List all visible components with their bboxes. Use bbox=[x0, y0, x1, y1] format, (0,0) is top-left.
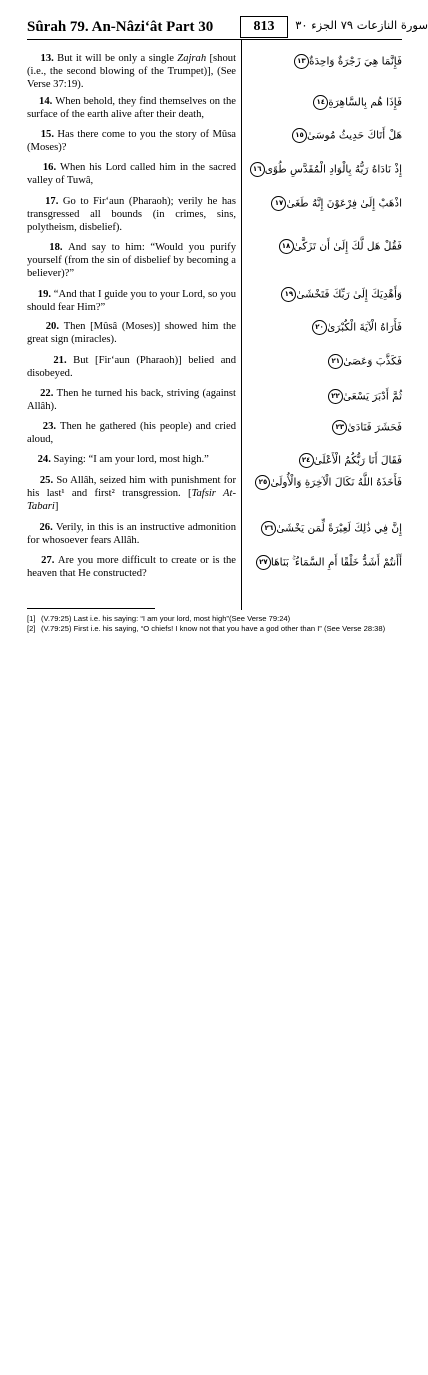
arabic-verse-text: فَإِذَا هُم بِالسَّاهِرَةِ bbox=[328, 96, 402, 109]
arabic-verse-text: هَلْ أَتَاكَ حَدِيثُ مُوسَىٰ bbox=[306, 129, 402, 142]
verse-translation bbox=[27, 161, 236, 187]
footnote bbox=[27, 624, 402, 634]
ayah-number-icon: ١٨ bbox=[279, 239, 294, 254]
verse-number: 15. bbox=[40, 129, 58, 140]
arabic-verse-text: وَأَهْدِيَكَ إِلَىٰ رَبِّكَ فَتَخْشَىٰ bbox=[296, 288, 402, 301]
verse-translation bbox=[27, 474, 236, 513]
page-number: 813 bbox=[240, 16, 288, 38]
arabic-verse bbox=[246, 128, 402, 143]
arabic-verse bbox=[246, 54, 402, 69]
column-divider bbox=[241, 40, 242, 610]
verse-text: When behold, they find themselves on the surface of the earth alive after their death, bbox=[27, 96, 236, 120]
arabic-verse-text: فَقَالَ أَنَا رَبُّكُمُ الْأَعْلَىٰ bbox=[313, 454, 402, 467]
footnote-text: (V.79:25) Last i.e. his saying: “I am your lord, most high”(See Verse 79:24) bbox=[41, 614, 291, 623]
ayah-number-icon: ٢٦ bbox=[261, 521, 276, 536]
verse-number: 20. bbox=[45, 321, 64, 332]
page-header bbox=[27, 16, 428, 38]
arabic-verse-text: فَأَرَاهُ الْآيَةَ الْكُبْرَىٰ bbox=[327, 321, 402, 334]
footnote-rule bbox=[27, 608, 155, 609]
verse-text: Then he gathered (his people) and cried aloud, bbox=[27, 421, 236, 445]
arabic-verse bbox=[246, 420, 402, 435]
ayah-number-icon: ٢٢ bbox=[328, 389, 343, 404]
surah-title: Sûrah 79. An-Nâzi‘ât Part 30 bbox=[27, 18, 214, 35]
ayah-number-icon: ١٥ bbox=[292, 128, 307, 143]
verse-translation bbox=[27, 354, 236, 380]
verse-number: 13. bbox=[40, 53, 58, 64]
verse-text: And say to him: “Would you purify yourself (from the sin of disbelief by becoming a believer)?” bbox=[27, 242, 237, 279]
arabic-verse-text: فَكَذَّبَ وَعَصَىٰ bbox=[343, 355, 402, 368]
verse-number: 21. bbox=[53, 355, 74, 366]
verse-translation bbox=[27, 195, 236, 234]
ayah-number-icon: ١٩ bbox=[281, 287, 296, 302]
arabic-verse bbox=[246, 196, 402, 211]
arabic-verse bbox=[246, 475, 402, 490]
verse-number: 26. bbox=[39, 522, 56, 533]
footnote-marker: [2] bbox=[27, 624, 36, 633]
verse-text: Then he turned his back, striving (against Allâh). bbox=[27, 388, 236, 412]
arabic-verse-text: اذْهَبْ إِلَىٰ فِرْعَوْنَ إِنَّهُ طَغَىٰ bbox=[286, 197, 402, 210]
verse-number: 25. bbox=[39, 475, 57, 486]
arabic-verse-text: فَإِنَّمَا هِيَ زَجْرَةٌ وَاحِدَةٌ bbox=[308, 55, 402, 68]
verse-translation bbox=[27, 554, 236, 580]
arabic-verse bbox=[246, 555, 402, 570]
verse-translation bbox=[27, 95, 236, 121]
arabic-verse bbox=[246, 389, 402, 404]
arabic-verse-text: إِذْ نَادَاهُ رَبُّهُ بِالْوَادِ الْمُقَدَّسِ طُوًى bbox=[264, 163, 402, 176]
verse-text: Saying: “I am your lord, most high.” bbox=[53, 454, 209, 465]
arabic-verse bbox=[246, 521, 402, 536]
verse-text: Has there come to you the story of Mûsa (Moses)? bbox=[27, 129, 237, 153]
arabic-verse bbox=[246, 162, 402, 177]
ayah-number-icon: ١٧ bbox=[271, 196, 286, 211]
header-rule bbox=[27, 39, 402, 40]
verse-text: But [Fir‘aun (Pharaoh)] belied and disobeyed. bbox=[27, 355, 237, 379]
arabic-verse bbox=[246, 354, 402, 369]
arabic-verse bbox=[246, 453, 402, 468]
verse-number: 24. bbox=[37, 454, 54, 465]
verse-number: 18. bbox=[49, 242, 69, 253]
verse-translation bbox=[27, 52, 236, 91]
ayah-number-icon: ٢٣ bbox=[332, 420, 347, 435]
verse-number: 23. bbox=[42, 421, 60, 432]
verse-number: 19. bbox=[37, 289, 54, 300]
verse-translation bbox=[27, 453, 236, 466]
verse-translation bbox=[27, 320, 236, 346]
verse-text: “And that I guide you to your Lord, so you should fear Him?” bbox=[27, 289, 237, 313]
verse-text: Go to Fir‘aun (Pharaoh); verily he has transgressed all bounds (in crimes, sins, polytheism, disbelief). bbox=[27, 196, 237, 233]
arabic-verse bbox=[246, 239, 402, 254]
ayah-number-icon: ١٣ bbox=[294, 54, 309, 69]
ayah-number-icon: ١٦ bbox=[250, 162, 265, 177]
verse-translation bbox=[27, 128, 236, 154]
arabic-verse-text: ثُمَّ أَدْبَرَ يَسْعَىٰ bbox=[342, 390, 402, 403]
verse-italic-term: Zajrah bbox=[177, 53, 207, 64]
verse-text: Are you more difficult to create or is the heaven that He constructed? bbox=[27, 555, 237, 579]
footnote-text: (V.79:25) First i.e. his saying, “O chiefs! I know not that you have a god other than I” (See Verse 28:38) bbox=[41, 624, 386, 633]
arabic-verse bbox=[246, 95, 402, 110]
arabic-verse-text: فَقُلْ هَل لَّكَ إِلَىٰ أَن تَزَكَّىٰ bbox=[293, 240, 402, 253]
arabic-verse-text: فَأَخَذَهُ اللَّهُ نَكَالَ الْآخِرَةِ وَالْأُولَىٰ bbox=[270, 476, 402, 489]
verse-number: 16. bbox=[42, 162, 61, 173]
verse-text: When his Lord called him in the sacred valley of Tuwâ, bbox=[27, 162, 237, 186]
ayah-number-icon: ٢٤ bbox=[299, 453, 314, 468]
ayah-number-icon: ١٤ bbox=[313, 95, 328, 110]
arabic-surah-title: سورة النازعات ٧٩ الجزء ٣٠ bbox=[295, 18, 428, 32]
verse-translation bbox=[27, 241, 236, 280]
ayah-number-icon: ٢٠ bbox=[312, 320, 327, 335]
verse-translation bbox=[27, 420, 236, 446]
verse-translation bbox=[27, 521, 236, 547]
arabic-verse-text: إِنَّ فِي ذَٰلِكَ لَعِبْرَةً لِّمَن يَخْشَىٰ bbox=[276, 522, 402, 535]
verse-text-continued: ] bbox=[54, 501, 59, 512]
verse-text: But it will be only a single bbox=[57, 53, 178, 64]
verse-text-continued: [shout (i.e., the second blowing of the Trumpet)], (See Verse 37:19). bbox=[27, 53, 237, 90]
verse-number: 14. bbox=[39, 96, 56, 107]
footnote-marker: [1] bbox=[27, 614, 36, 623]
verse-translation bbox=[27, 288, 236, 314]
verse-number: 27. bbox=[41, 555, 58, 566]
verse-text: Then [Mûsâ (Moses)] showed him the great sign (miracles). bbox=[27, 321, 236, 345]
verse-italic-term: Tafsir At-Tabari bbox=[27, 488, 236, 512]
ayah-number-icon: ٢١ bbox=[328, 354, 343, 369]
ayah-number-icon: ٢٧ bbox=[256, 555, 271, 570]
arabic-verse bbox=[246, 320, 402, 335]
verse-text: Verily, in this is an instructive admonition for whosoever fears Allâh. bbox=[27, 522, 237, 546]
verse-translation bbox=[27, 387, 236, 413]
verse-number: 17. bbox=[45, 196, 63, 207]
footnote bbox=[27, 614, 402, 624]
arabic-verse-text: أَأَنتُمْ أَشَدُّ خَلْقًا أَمِ السَّمَاءُ ۚ بَنَاهَا bbox=[270, 556, 402, 569]
arabic-verse bbox=[246, 287, 402, 302]
verse-number: 22. bbox=[40, 388, 57, 399]
arabic-verse-text: فَحَشَرَ فَنَادَىٰ bbox=[347, 421, 402, 434]
verse-text: So Allâh, seized him with punishment for his last¹ and first² transgression. [ bbox=[27, 475, 237, 499]
ayah-number-icon: ٢٥ bbox=[255, 475, 270, 490]
